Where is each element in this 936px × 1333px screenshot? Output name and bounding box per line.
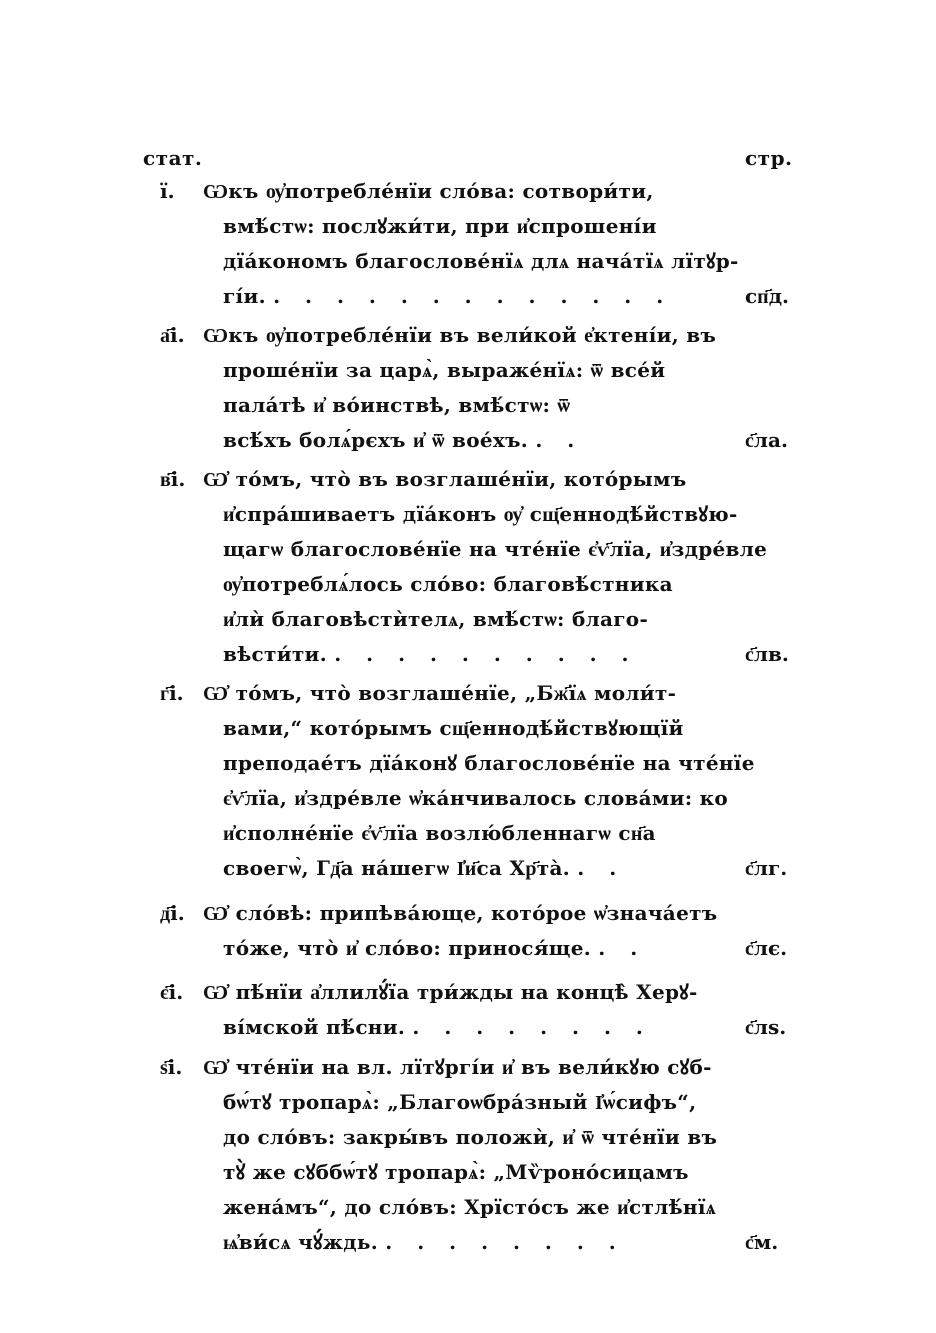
entry-line: Ѡ҆ то́мъ, что̀ въ возглаше́нїи, кото́рымъ	[203, 467, 687, 491]
entry-page-number: сп҃д.	[745, 284, 789, 308]
entry-line: дїа́кономъ благослове́нїѧ длѧ нача́тїѧ лїтꙋр-	[223, 249, 739, 273]
entry-line: Ѡ҆ то́мъ, что̀ возглаше́нїе, „Бж҃їѧ моли́т-	[203, 681, 677, 705]
entry-line-last	[203, 637, 723, 672]
entry-line: преподае́тъ дїа́конꙋ благослове́нїе на чте́нїе	[223, 751, 755, 775]
entry-line: до сло́въ: закры́въ положѝ, и҆ ѿ чте́нїи въ	[223, 1125, 718, 1149]
entry-page-number: с҃лв.	[745, 642, 789, 666]
entry-line-last	[203, 279, 723, 314]
entry-line-text: вѣсти́ти.	[223, 642, 327, 666]
entry-line: Ѡ҆ чте́нїи на вл. лїтꙋргі́и и҆ въ вели́кꙋю сꙋб-	[203, 1055, 712, 1079]
entry-line: вами,“ кото́рымъ сщ҃еннодѣ́йствꙋющїй	[223, 716, 684, 740]
entry-line-text: ѩ҆ви́сѧ чꙋ́ждь.	[223, 1230, 379, 1254]
entry-number: а҃і.	[160, 323, 185, 347]
entry-line: тꙋ̀ же сꙋббѡ́тꙋ тропарѧ̀: „Мѷроно́сицамъ	[223, 1160, 689, 1184]
leader-dots: . . . . . . . . . . . . .	[273, 284, 673, 308]
entry-number: ї.	[160, 179, 175, 203]
entry-line: вмѣ́стѡ: послꙋжи́ти, при и҆спрошені́и	[223, 214, 657, 238]
column-header-page: стр.	[745, 146, 793, 170]
entry-number: г҃і.	[160, 681, 184, 705]
entry-line: щагѡ благослове́нїе на чте́нїе є҆ѵ҃лїа, и҆здре́вле	[223, 537, 768, 561]
leader-dots: . .	[598, 936, 647, 960]
entry-number: д҃і.	[160, 901, 185, 925]
entry-number: ѕ҃і.	[160, 1055, 183, 1079]
entry-page-number: с҃лг.	[745, 856, 788, 880]
leader-dots: . . . . . . . . . .	[334, 642, 638, 666]
entry-page-number: с҃лє.	[745, 936, 788, 960]
leader-dots: . .	[535, 428, 584, 452]
entry-line-last	[203, 423, 723, 458]
entry-line: ѹ҆потреблѧ́лось сло́во: благовѣ́стника	[223, 572, 673, 596]
entry-page-number: с҃ла.	[745, 428, 788, 452]
entry-line: Ѡкъ ѹ҆потребле́нїи въ вели́кой е҆ктені́и, въ	[203, 323, 717, 347]
entry-line: Ѡ҆ сло́вѣ: припѣва́юще, кото́рое ѡ҆знача́етъ	[203, 901, 718, 925]
entry-line: проше́нїи за царѧ̀, выраже́нїѧ: ѿ все́й	[223, 358, 666, 382]
entry-line: жена́мъ“, до сло́въ: Хрїсто́съ же и҆стлѣ́нїѧ	[223, 1195, 717, 1219]
entry-line: и҆лѝ благовѣстѝтелѧ, вмѣ́стѡ: благо-	[223, 607, 649, 631]
entry-line: и҆сполне́нїе є҆ѵ҃лїа возлю́бленнагѡ сн҃а	[223, 821, 656, 845]
column-header-article: стат.	[143, 146, 203, 170]
entry-line-text: своегѡ̀, Гд҃а на́шегѡ І҆и҃са Хр҃та̀.	[223, 856, 571, 880]
entry-line: пала́тѣ и҆ во́инствѣ, вмѣ́стѡ: ѿ	[223, 393, 571, 417]
entry-line: Ѡ҆ пѣ́нїи а҆ллилꙋ́їа три́жды на концѣ̀ Херꙋ-	[203, 980, 698, 1004]
entry-line-text: всѣ́хъ болѧ́рєхъ и҆ ѿ вое́хъ.	[223, 428, 529, 452]
leader-dots: . .	[577, 856, 626, 880]
entry-line-last	[203, 1010, 723, 1045]
entry-line: є҆ѵ҃лїа, и҆здре́вле ѡ҆ка́нчивалось слова́ми: ко	[223, 786, 729, 810]
entry-number: в҃і.	[160, 467, 186, 491]
entry-line: и҆спра́шиваетъ дїа́конъ ѹ҆ сщ҃еннодѣ́йствꙋю-	[223, 502, 738, 526]
entry-line: бѡ́тꙋ тропарѧ̀: „Благоѡбра́зный І҆ѡ́сифъ“,	[223, 1090, 697, 1114]
entry-page-number: с҃м.	[745, 1230, 779, 1254]
leader-dots: . . . . . . . .	[385, 1230, 625, 1254]
entry-number: є҃і.	[160, 980, 184, 1004]
entry-page-number: с҃лѕ.	[745, 1015, 787, 1039]
entry-line-text: гі́и.	[223, 284, 266, 308]
entry-line-last	[203, 931, 723, 966]
entry-line: Ѡкъ ѹ҆потребле́нїи сло́ва: сотвори́ти,	[203, 179, 654, 203]
entry-line-last	[203, 1225, 723, 1260]
entry-line-text: то́же, что̀ и҆ сло́во: принося́ще.	[223, 936, 592, 960]
entry-line-text: ві́мской пѣ́сни.	[223, 1015, 406, 1039]
leader-dots: . . . . . . . .	[412, 1015, 652, 1039]
entry-line-last	[203, 851, 723, 886]
